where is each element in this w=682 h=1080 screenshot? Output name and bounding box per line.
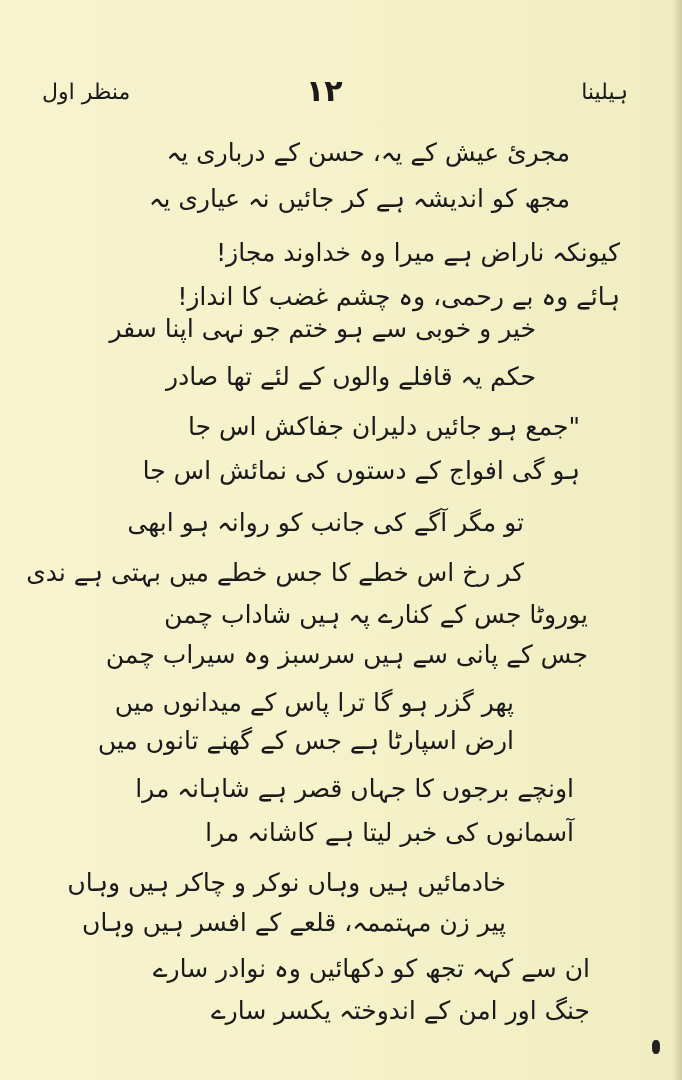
verse-line: خادمائیں ہیں وہاں نوکر و چاکر ہیں وہاں xyxy=(67,868,506,897)
verse-line: ان سے کہہ تجھ کو دکھائیں وہ نوادر سارے xyxy=(152,954,590,983)
verse-line: خیر و خوبی سے ہو ختم جو نہی اپنا سفر xyxy=(109,314,536,343)
verse-line: ہو گی افواج کے دستوں کی نمائش اس جا xyxy=(142,456,580,485)
verse-line: اونچے برجوں کا جہاں قصر ہے شاہانہ مرا xyxy=(135,774,574,803)
verse-line: جنگ اور امن کے اندوختہ یکسر سارے xyxy=(211,996,590,1025)
verse-line: "جمع ہو جائیں دلیران جفاکش اس جا xyxy=(188,412,580,441)
verse-line: کیونکہ ناراض ہے میرا وہ خداوند مجاز! xyxy=(216,238,620,267)
verse-line: آسمانوں کی خبر لیتا ہے کاشانہ مرا xyxy=(205,818,574,847)
verse-line: مجھ کو اندیشہ ہے کر جائیں نہ عیاری یہ xyxy=(148,184,570,213)
verse-line: کر رخ اس خطے کا جس خطے میں بہتی ہے ندی xyxy=(26,558,524,587)
verse-line: تو مگر آگے کی جانب کو روانہ ہو ابھی xyxy=(127,508,524,537)
verse-line: حکم یہ قافلے والوں کے لئے تھا صادر xyxy=(166,362,536,391)
verse-line: ہائے وہ بے رحمی، وہ چشم غضب کا انداز! xyxy=(177,282,620,311)
page-header xyxy=(0,74,682,120)
verse-line: پھر گزر ہو گا ترا پاس کے میدانوں میں xyxy=(114,688,514,717)
ink-mark xyxy=(652,1040,660,1054)
page-number: ۱۲ xyxy=(306,74,343,109)
page-edge-shadow xyxy=(672,0,682,1080)
book-title: ہیلینا xyxy=(581,80,628,105)
verse-line: مجرئ عیش کے یہ، حسن کے درباری یہ xyxy=(166,138,570,167)
verse-line: پیر زن مہتممہ، قلعے کے افسر ہیں وہاں xyxy=(82,908,506,937)
scene-title: منظر اول xyxy=(42,80,131,105)
verse-line: یوروٹا جس کے کنارے پہ ہیں شاداب چمن xyxy=(164,600,588,629)
verse-line: ارض اسپارٹا ہے جس کے گھنے تانوں میں xyxy=(97,726,514,755)
verse-line: جس کے پانی سے ہیں سرسبز وہ سیراب چمن xyxy=(105,640,588,669)
